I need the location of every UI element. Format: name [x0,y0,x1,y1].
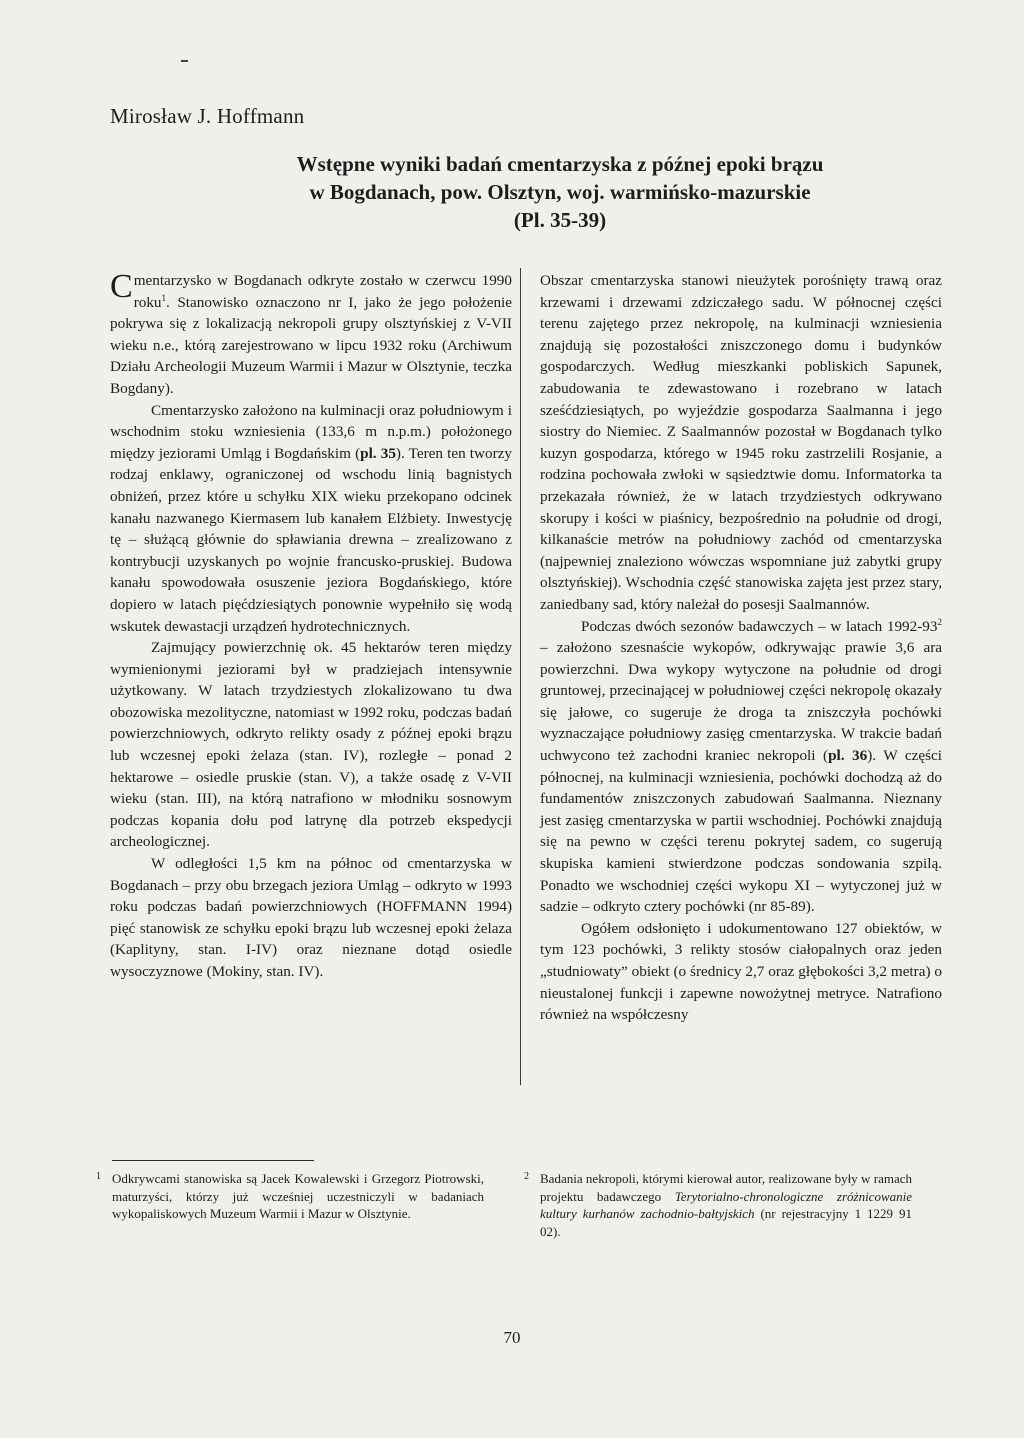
footnote-ref: 2 [937,616,942,627]
paragraph [110,270,512,400]
title-plates: (Pl. 35-39) [513,208,607,232]
paragraph-text: . Stanowisko oznaczono nr I, jako że jego położenie pokrywa się z lokalizacją nekropoli grupy olsztyńskiej z V-VII wieku n.e., którą zarejestrowano w lipcu 1932 roku (Archiwum Działu Archeologii Muzeum Warmii i Mazur w Olsztynie, teczka Bogdany). [110,293,512,397]
footnote-1 [96,1170,484,1223]
column-divider [520,268,521,1085]
footnote-number: 2 [524,1171,529,1182]
paragraph-text: mentarzysko w Bogdanach odkryte zostało w czerwcu 1990 roku [133,272,512,311]
footnote-ref: 1 [161,292,167,303]
title-line: Wstępne wyniki badań cmentarzyska z późnej epoki brązu [296,152,824,176]
paragraph: W odległości 1,5 km na północ od cmentarzyska w Bogdanach – przy obu brzegach jeziora Umląg – odkryto w 1993 roku podczas badań powierzchniowych (HOFFMANN 1994) pięć stanowisk ze schyłku epoki brązu lub wczesnej epoki żelaza (Kaplityny, stan. I-IV) oraz nieznane dotąd osiedle wysoczyznowe (Mokiny, stan. IV). [110,855,512,980]
paragraph [110,400,512,638]
paragraph-text: – założono szesnaście wykopów, odkrywając prawie 3,6 ara powierzchni. Dwa wykopy wytyczone na południe od drogi gruntowej, przecinającej w południowej części nekropolę okazały się jałowe, co sugeruje że droga ta zniszczyła pochówki wyznaczające południowy zasięg cmentarzyska. W trakcie badań uchwycono też zachodni kraniec nekropoli ( [540,639,942,765]
paragraph-text: ). Teren ten tworzy rodzaj enklawy, ograniczonej od wschodu linią bagnistych obniżeń, przez które u schyłku XIX wieku przekopano odcinek kanału nazwanego Kiermasem lub kanałem Elżbiety. Inwestycję tę – służącą głównie do spławiania drewna – zrealizowano z kontrybucji uzyskanych po wojnie francusko-pruskiej. Budowa kanału spowodowała osuszenie jeziora Bogdańskiego, które dopiero w latach pięćdziesiątych ponownie wypełniło się wodą wskutek dewastacji urządzeń hydrotechnicznych. [110,444,512,635]
title-line: w Bogdanach, pow. Olsztyn, woj. warmińsko-mazurskie [309,180,811,204]
paragraph [540,616,942,918]
paragraph: Ogółem odsłonięto i udokumentowano 127 obiektów, w tym 123 pochówki, 3 relikty stosów ciałopalnych oraz jeden „studniowaty” obiekt (o średnicy 2,7 oraz głębokości 3,2 metra) o nieustalonej funkcji i zapewne nowożytnej metryce. Natrafiono również na współczesny [540,919,942,1024]
right-column [540,270,942,1026]
plate-ref: pl. 36 [828,747,868,765]
scan-mark [181,60,188,62]
footnote-text: (nr rejestracyjny 1 1229 91 02). [540,1206,912,1239]
footnote-text: Badania nekropoli, którymi kierował autor, realizowane były w ramach projektu badawczego [540,1171,912,1204]
footnote-rule [112,1160,314,1161]
footnote-2 [524,1170,913,1240]
paragraph-text: Podczas dwóch sezonów badawczych – w latach 1992-93 [581,617,938,635]
paragraph: Zajmujący powierzchnię ok. 45 hektarów teren między wymienionymi jeziorami był w pradziejach intensywnie użytkowany. W latach trzydziestych zlokalizowano tu dwa obozowiska mezolityczne, natomiast w 1992 roku, podczas badań powierzchniowych, odkryto relikty osady z późnej epoki brązu lub wczesnej epoki żelaza (stan. IV), rozległe – ponad 2 hektarowe – osiedle pruskie (stan. V), a także osadę z V-VII wieku (stan. III), na którą natrafiono w młodniku sosnowym podczas kopania dołu pod latrynę dla potrzeb ekspedycji archeologicznej. [110,639,512,851]
project-title: Terytorialno-chronologiczne zróżnicowanie kultury kurhanów zachodnio-bałtyjskich [540,1188,913,1222]
article-title [200,150,920,234]
paragraph: Obszar cmentarzyska stanowi nieużytek porośnięty trawą oraz krzewami i drzewami zdziczałego sadu. W północnej części terenu zajętego przez nekropolę, na kulminacji wzniesienia znajdują się pozostałości zniszczonego domu i budynków gospodarczych. Według mieszkanki pobliskich Sapunek, zabudowania te zdewastowano i rozebrano w latach sześćdziesiątych, po wyjeździe gospodarza Saalmanna i jego siostry do Niemiec. Z Saalmannów pozostał w Bogdanach tylko kuzyn gospodarza, którego w 1945 roku zastrzelili Rosjanie, a rodzina pochowała zwłoki w sąsiedztwie domu. Informatorka ta przekazała również, że w latach trzydziestych odkrywano skorupy i kości w piaśnicy, bezpośrednio na południe od drogi, kilkanaście metrów na południowy zachód od cmentarzyska (najpewniej znaleziono wówczas wspomniane już zabytki grupy olsztyńskiej). Wschodnia część stanowiska zajęta jest przez stary, zaniedbany sad, który należał do posesji Saalmannów. [540,272,942,613]
paragraph-text: Cmentarzysko założono na kulminacji oraz południowym i wschodnim stoku wzniesienia (133,6 m n.p.m.) położonego między jeziorami Umląg i Bogdańskim ( [110,401,512,462]
paragraph-text: ). W części północnej, na kulminacji wzniesienia, pochówki dochodzą aż do fundamentów zniszczonych zabudowań Saalmanna. Nieznany jest zasięg cmentarzyska w partii wschodniej. Pochówki znajdują się na pewno w części terenu pokrytej sadem, co sugerują skupiska kamieni stwierdzone podczas sondowania szpilą. Ponadto we wschodniej części wykopu XI – wytyczonej już w sadzie – odkryto cztery pochówki (nr 85-89). [540,747,942,916]
drop-cap: C [110,268,133,305]
left-column [110,270,512,983]
plate-ref: pl. 35 [360,444,396,462]
footnote-text: Odkrywcami stanowiska są Jacek Kowalewski i Grzegorz Piotrowski, maturzyści, którzy już wcześniej uczestniczyli w badaniach wykopaliskowych Muzeum Warmii i Mazur w Olsztynie. [112,1171,484,1222]
page-number: 70 [503,1328,521,1347]
author-name: Mirosław J. Hoffmann [110,104,305,128]
footnote-number: 1 [96,1171,101,1182]
